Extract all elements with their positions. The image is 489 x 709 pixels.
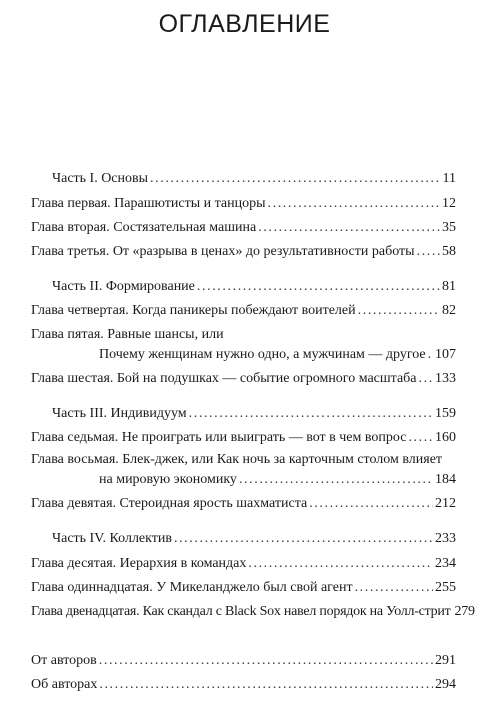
toc-entry-title-continued: Почему женщинам нужно одно, а мужчинам — другое xyxy=(99,347,426,362)
toc-page-number: 255 xyxy=(435,580,456,595)
toc-about-authors-foreword[interactable] xyxy=(31,652,456,670)
page-title: ОГЛАВЛЕНИЕ xyxy=(158,10,331,38)
toc-entry-title-continued: на мировую экономику xyxy=(99,472,237,487)
toc-chapter-8[interactable] xyxy=(99,471,456,489)
toc-page-number: 11 xyxy=(442,171,456,186)
toc-entry-title: Часть II. Формирование xyxy=(52,279,195,294)
toc-entry-title: Глава первая. Парашютисты и танцоры xyxy=(31,196,266,211)
toc-chapter-1[interactable] xyxy=(31,195,456,213)
toc-page-number: 291 xyxy=(435,653,456,668)
toc-chapter-2[interactable] xyxy=(31,219,456,237)
toc-chapter-5-title[interactable]: Глава пятая. Равные шансы, или xyxy=(31,327,224,342)
toc-chapter-5[interactable] xyxy=(99,346,456,364)
toc-leader-dots xyxy=(189,405,433,423)
toc-entry-title: От авторов xyxy=(31,653,97,668)
toc-entry-title: Глава седьмая. Не проиграть или выиграть — вот в чем вопрос xyxy=(31,430,407,445)
toc-leader-dots xyxy=(355,579,433,597)
toc-leader-dots xyxy=(174,530,433,548)
toc-entry-title: Глава шестая. Бой на подушках — событие огромного масштаба xyxy=(31,371,417,386)
toc-leader-dots xyxy=(408,429,433,447)
toc-leader-dots xyxy=(239,471,433,489)
toc-page-number: 12 xyxy=(442,196,456,211)
toc-leader-dots xyxy=(99,652,433,670)
toc-entry-title: Об авторах xyxy=(31,677,98,692)
toc-part-2[interactable] xyxy=(52,278,456,296)
toc-leader-dots xyxy=(417,243,440,261)
toc-page-number: 58 xyxy=(442,244,456,259)
toc-chapter-6[interactable] xyxy=(31,370,456,388)
toc-chapter-11[interactable] xyxy=(31,579,456,597)
toc-part-1[interactable] xyxy=(52,170,456,188)
toc-page-number: 159 xyxy=(435,406,456,421)
toc-chapter-8-title[interactable]: Глава восьмая. Блек-джек, или Как ночь за карточным столом влияет xyxy=(31,452,443,467)
toc-part-3[interactable] xyxy=(52,405,456,423)
toc-leader-dots xyxy=(428,346,433,364)
toc-entry-title: Глава девятая. Стероидная ярость шахматиста xyxy=(31,496,308,511)
toc-leader-dots xyxy=(197,278,440,296)
toc-page-number: 35 xyxy=(442,220,456,235)
toc-page-number: 133 xyxy=(435,371,456,386)
toc-chapter-10[interactable] xyxy=(31,555,456,573)
toc-page-number: 294 xyxy=(435,677,456,692)
toc-chapter-12[interactable] xyxy=(31,603,475,621)
toc-chapter-9[interactable] xyxy=(31,495,456,513)
toc-page-number: 233 xyxy=(435,531,456,546)
toc-entry-title: Часть I. Основы xyxy=(52,171,149,186)
toc-entry-title: Часть IV. Коллектив xyxy=(52,531,172,546)
toc-chapter-4[interactable] xyxy=(31,302,456,320)
toc-chapter-7[interactable] xyxy=(31,429,456,447)
toc-leader-dots xyxy=(150,170,440,188)
toc-page-number: 184 xyxy=(435,472,456,487)
toc-leader-dots xyxy=(268,195,441,213)
toc-leader-dots xyxy=(248,555,433,573)
toc-entry-title: Глава третья. От «разрыва в ценах» до результативности работы xyxy=(31,244,415,259)
toc-page-number: 212 xyxy=(435,496,456,511)
toc-about-authors[interactable] xyxy=(31,676,456,694)
toc-page-number: 279 xyxy=(454,604,475,619)
toc-part-4[interactable] xyxy=(52,530,456,548)
toc-page-number: 160 xyxy=(435,430,456,445)
toc-entry-title: Глава двенадцатая. Как скандал с Black Sox навел порядок на Уолл-стрит xyxy=(31,604,451,619)
toc-page-number: 82 xyxy=(442,303,456,318)
toc-entry-title: Глава одиннадцатая. У Микеланджело был свой агент xyxy=(31,580,353,595)
toc-leader-dots xyxy=(419,370,433,388)
toc-leader-dots xyxy=(99,676,433,694)
toc-chapter-3[interactable] xyxy=(31,243,456,261)
toc-entry-title: Глава десятая. Иерархия в командах xyxy=(31,556,247,571)
toc-page-number: 107 xyxy=(435,347,456,362)
toc-entry-title: Часть III. Индивидуум xyxy=(52,406,187,421)
toc-entry-title: Глава вторая. Состязательная машина xyxy=(31,220,257,235)
toc-leader-dots xyxy=(309,495,433,513)
toc-leader-dots xyxy=(358,302,440,320)
toc-page-number: 81 xyxy=(442,279,456,294)
toc-entry-title: Глава четвертая. Когда паникеры побеждают воителей xyxy=(31,303,356,318)
toc-leader-dots xyxy=(258,219,440,237)
toc-page-number: 234 xyxy=(435,556,456,571)
